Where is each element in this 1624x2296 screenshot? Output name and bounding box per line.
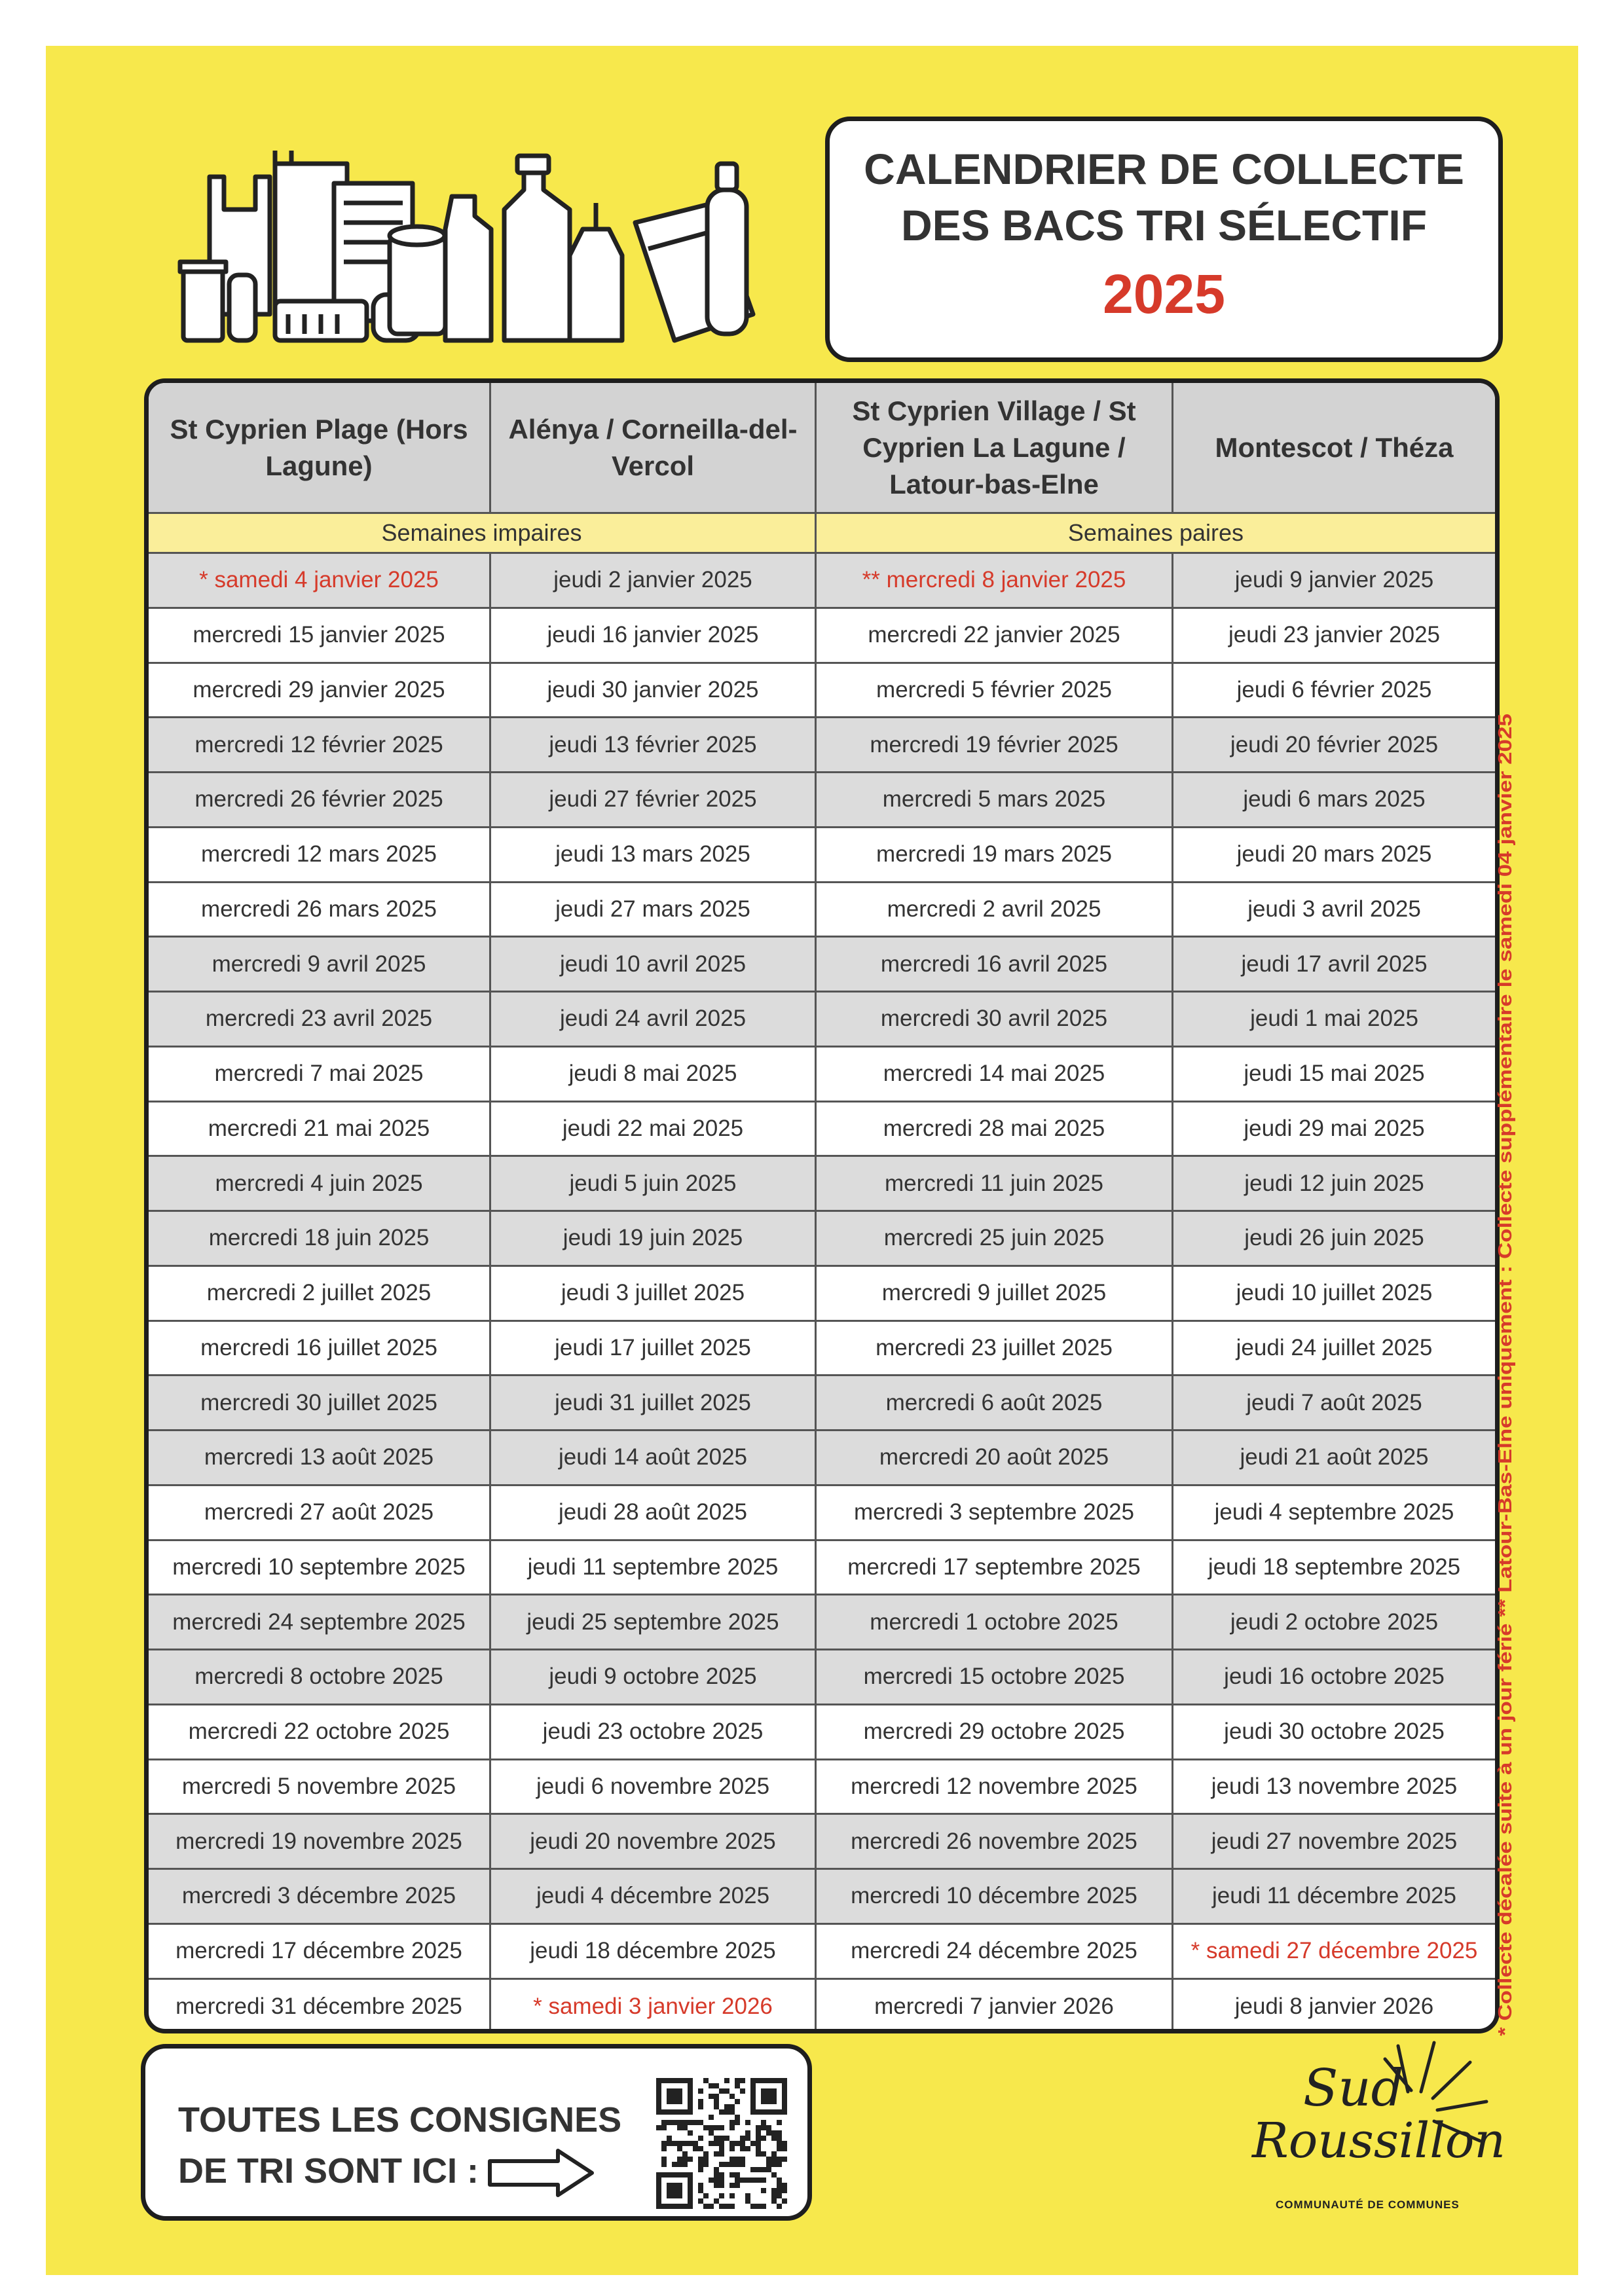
table-row [149, 1980, 1495, 2034]
date-cell: jeudi 16 janvier 2025 [491, 609, 817, 662]
date-cell: mercredi 10 septembre 2025 [149, 1541, 491, 1594]
qr-code[interactable] [656, 2078, 787, 2209]
table-row [149, 1322, 1495, 1377]
date-cell: ** mercredi 8 janvier 2025 [817, 554, 1173, 607]
date-cell: mercredi 14 mai 2025 [817, 1048, 1173, 1101]
consignes-line-2: DE TRI SONT ICI : [178, 2151, 479, 2191]
date-cell: mercredi 1 octobre 2025 [817, 1595, 1173, 1649]
date-cell: mercredi 24 septembre 2025 [149, 1595, 491, 1649]
date-cell: * samedi 3 janvier 2026 [491, 1980, 817, 2034]
table-row [149, 1925, 1495, 1980]
date-cell: mercredi 23 juillet 2025 [817, 1322, 1173, 1375]
table-row [149, 993, 1495, 1048]
title-line-2: DES BACS TRI SÉLECTIF [900, 201, 1428, 249]
column-header: St Cyprien Village / St Cyprien La Lagune / Latour-bas-Elne [817, 383, 1173, 512]
table-row [149, 883, 1495, 938]
date-cell: jeudi 30 janvier 2025 [491, 664, 817, 717]
date-cell: jeudi 26 juin 2025 [1244, 1225, 1424, 1251]
date-cell: mercredi 30 avril 2025 [817, 993, 1173, 1046]
table-row [149, 1541, 1495, 1596]
date-cell: mercredi 26 novembre 2025 [817, 1815, 1173, 1868]
date-cell: jeudi 3 avril 2025 [1247, 896, 1421, 922]
date-cell: jeudi 23 octobre 2025 [491, 1705, 817, 1758]
date-cell: jeudi 9 octobre 2025 [491, 1650, 817, 1704]
date-cell: jeudi 28 août 2025 [491, 1486, 817, 1539]
table-header [149, 383, 1495, 512]
date-cell: mercredi 19 novembre 2025 [149, 1815, 491, 1868]
date-cell: jeudi 2 janvier 2025 [491, 554, 817, 607]
table-row [149, 609, 1495, 664]
table-body [149, 554, 1495, 2033]
table-row [149, 938, 1495, 993]
date-cell: mercredi 17 septembre 2025 [817, 1541, 1173, 1594]
title-line-1: CALENDRIER DE COLLECTE [864, 145, 1464, 193]
date-cell: jeudi 8 mai 2025 [491, 1048, 817, 1101]
title-box [825, 117, 1503, 362]
date-cell: mercredi 22 janvier 2025 [817, 609, 1173, 662]
logo-line-1: Sud [1303, 2059, 1404, 2118]
date-cell: mercredi 5 novembre 2025 [149, 1760, 491, 1813]
table-row [149, 1267, 1495, 1322]
date-cell: jeudi 18 septembre 2025 [1208, 1554, 1461, 1580]
date-cell: mercredi 28 mai 2025 [817, 1102, 1173, 1156]
date-cell: mercredi 15 octobre 2025 [817, 1650, 1173, 1704]
table-row [149, 1870, 1495, 1925]
date-cell: mercredi 19 mars 2025 [817, 828, 1173, 881]
weeks-even-label: Semaines paires [1067, 519, 1244, 546]
date-cell: jeudi 4 septembre 2025 [1214, 1499, 1454, 1525]
title-year: 2025 [1103, 263, 1225, 325]
column-header: Alénya / Corneilla-del-Vercol [491, 383, 817, 512]
date-cell: mercredi 19 février 2025 [817, 718, 1173, 771]
column-header: Montescot / Théza [1215, 431, 1454, 463]
date-cell: jeudi 1 mai 2025 [1250, 1006, 1418, 1032]
table-row [149, 773, 1495, 828]
date-cell: mercredi 7 janvier 2026 [817, 1980, 1173, 2034]
date-cell: mercredi 22 octobre 2025 [149, 1705, 491, 1758]
table-row [149, 1705, 1495, 1760]
date-cell: jeudi 31 juillet 2025 [491, 1376, 817, 1429]
table-row [149, 1157, 1495, 1212]
date-cell: mercredi 8 octobre 2025 [149, 1650, 491, 1704]
collection-table [144, 378, 1500, 2033]
date-cell: jeudi 11 décembre 2025 [1212, 1883, 1456, 1909]
date-cell: mercredi 5 février 2025 [817, 664, 1173, 717]
date-cell: mercredi 23 avril 2025 [149, 993, 491, 1046]
date-cell: mercredi 26 février 2025 [149, 773, 491, 826]
table-row [149, 1102, 1495, 1157]
weeks-band [149, 512, 1495, 554]
date-cell: mercredi 29 janvier 2025 [149, 664, 491, 717]
consignes-line-1: TOUTES LES CONSIGNES [178, 2100, 622, 2140]
date-cell: jeudi 13 novembre 2025 [1211, 1773, 1458, 1799]
date-cell: jeudi 20 mars 2025 [1236, 841, 1432, 867]
date-cell: mercredi 18 juin 2025 [149, 1212, 491, 1265]
date-cell: mercredi 7 mai 2025 [149, 1048, 491, 1101]
date-cell: mercredi 20 août 2025 [817, 1431, 1173, 1484]
date-cell: mercredi 11 juin 2025 [817, 1157, 1173, 1210]
logo-line-2: Roussillon [1252, 2113, 1506, 2169]
date-cell: mercredi 5 mars 2025 [817, 773, 1173, 826]
date-cell: jeudi 4 décembre 2025 [491, 1870, 817, 1923]
date-cell: jeudi 10 juillet 2025 [1236, 1280, 1433, 1306]
date-cell: mercredi 13 août 2025 [149, 1431, 491, 1484]
date-cell: jeudi 15 mai 2025 [1244, 1061, 1425, 1087]
date-cell: jeudi 29 mai 2025 [1244, 1115, 1425, 1141]
date-cell: jeudi 27 février 2025 [491, 773, 817, 826]
date-cell: jeudi 12 juin 2025 [1244, 1170, 1424, 1196]
date-cell: mercredi 16 avril 2025 [817, 938, 1173, 991]
date-cell: jeudi 19 juin 2025 [491, 1212, 817, 1265]
table-row [149, 664, 1495, 719]
recyclables-illustration [177, 151, 773, 347]
date-cell: mercredi 12 novembre 2025 [817, 1760, 1173, 1813]
arrow-right-icon [486, 2147, 597, 2199]
date-cell: jeudi 24 avril 2025 [491, 993, 817, 1046]
side-note-text: * Collecte décalée suite à un jour férié ** Latour-Bas-Elne uniquement : Collecte supplémentaire le samedi 04 janvier 2025 [1495, 941, 1516, 2036]
date-cell: jeudi 9 janvier 2025 [1234, 567, 1434, 593]
table-row [149, 1212, 1495, 1267]
date-cell: mercredi 12 mars 2025 [149, 828, 491, 881]
date-cell: mercredi 27 août 2025 [149, 1486, 491, 1539]
date-cell: jeudi 27 novembre 2025 [1211, 1828, 1458, 1854]
logo-subtitle: COMMUNAUTÉ DE COMMUNES [1276, 2198, 1460, 2211]
date-cell: jeudi 22 mai 2025 [491, 1102, 817, 1156]
table-row [149, 1760, 1495, 1815]
date-cell: mercredi 21 mai 2025 [149, 1102, 491, 1156]
date-cell: jeudi 23 janvier 2025 [1228, 622, 1440, 648]
table-row [149, 1431, 1495, 1486]
table-row [149, 1486, 1495, 1541]
date-cell: mercredi 29 octobre 2025 [817, 1705, 1173, 1758]
date-cell: mercredi 31 décembre 2025 [149, 1980, 491, 2034]
date-cell: jeudi 13 février 2025 [491, 718, 817, 771]
date-cell: mercredi 16 juillet 2025 [149, 1322, 491, 1375]
date-cell: jeudi 11 septembre 2025 [491, 1541, 817, 1594]
date-cell: mercredi 26 mars 2025 [149, 883, 491, 936]
date-cell: jeudi 6 novembre 2025 [491, 1760, 817, 1813]
date-cell: mercredi 6 août 2025 [817, 1376, 1173, 1429]
table-row [149, 828, 1495, 883]
table-row [149, 1650, 1495, 1705]
date-cell: mercredi 9 juillet 2025 [817, 1267, 1173, 1320]
date-cell: mercredi 2 avril 2025 [817, 883, 1173, 936]
date-cell: mercredi 9 avril 2025 [149, 938, 491, 991]
date-cell: jeudi 16 octobre 2025 [1224, 1664, 1445, 1690]
consignes-box [141, 2044, 812, 2221]
date-cell: * samedi 4 janvier 2025 [149, 554, 491, 607]
date-cell: mercredi 10 décembre 2025 [817, 1870, 1173, 1923]
date-cell: mercredi 12 février 2025 [149, 718, 491, 771]
table-row [149, 1376, 1495, 1431]
date-cell: jeudi 8 janvier 2026 [1234, 1994, 1434, 2020]
date-cell: jeudi 20 novembre 2025 [491, 1815, 817, 1868]
weeks-odd-label: Semaines impaires [149, 514, 817, 552]
date-cell: jeudi 18 décembre 2025 [491, 1925, 817, 1978]
date-cell: jeudi 6 février 2025 [1236, 676, 1432, 702]
date-cell: jeudi 5 juin 2025 [491, 1157, 817, 1210]
table-row [149, 1595, 1495, 1650]
date-cell: jeudi 3 juillet 2025 [491, 1267, 817, 1320]
table-row [149, 1815, 1495, 1870]
table-row [149, 1048, 1495, 1102]
date-cell: jeudi 21 août 2025 [1240, 1444, 1429, 1470]
date-cell: jeudi 25 septembre 2025 [491, 1595, 817, 1649]
date-cell: jeudi 2 octobre 2025 [1230, 1609, 1439, 1635]
date-cell: jeudi 24 juillet 2025 [1236, 1334, 1433, 1360]
date-cell: jeudi 6 mars 2025 [1243, 786, 1426, 812]
date-cell: mercredi 15 janvier 2025 [149, 609, 491, 662]
side-note-container [1485, 707, 1524, 2043]
date-cell: jeudi 30 octobre 2025 [1224, 1719, 1445, 1745]
date-cell: mercredi 25 juin 2025 [817, 1212, 1173, 1265]
date-cell: mercredi 17 décembre 2025 [149, 1925, 491, 1978]
date-cell: jeudi 13 mars 2025 [491, 828, 817, 881]
date-cell: mercredi 2 juillet 2025 [149, 1267, 491, 1320]
date-cell: jeudi 20 février 2025 [1230, 731, 1439, 757]
date-cell: jeudi 17 juillet 2025 [491, 1322, 817, 1375]
date-cell: mercredi 24 décembre 2025 [817, 1925, 1173, 1978]
date-cell: * samedi 27 décembre 2025 [1190, 1938, 1478, 1964]
date-cell: jeudi 7 août 2025 [1246, 1389, 1422, 1415]
date-cell: jeudi 27 mars 2025 [491, 883, 817, 936]
table-row [149, 718, 1495, 773]
date-cell: mercredi 4 juin 2025 [149, 1157, 491, 1210]
date-cell: jeudi 17 avril 2025 [1241, 951, 1428, 977]
date-cell: mercredi 3 septembre 2025 [817, 1486, 1173, 1539]
side-note-svg [1485, 707, 1524, 2043]
column-header: St Cyprien Plage (Hors Lagune) [149, 383, 491, 512]
date-cell: mercredi 3 décembre 2025 [149, 1870, 491, 1923]
date-cell: jeudi 10 avril 2025 [491, 938, 817, 991]
table-row [149, 554, 1495, 609]
date-cell: mercredi 30 juillet 2025 [149, 1376, 491, 1429]
date-cell: jeudi 14 août 2025 [491, 1431, 817, 1484]
